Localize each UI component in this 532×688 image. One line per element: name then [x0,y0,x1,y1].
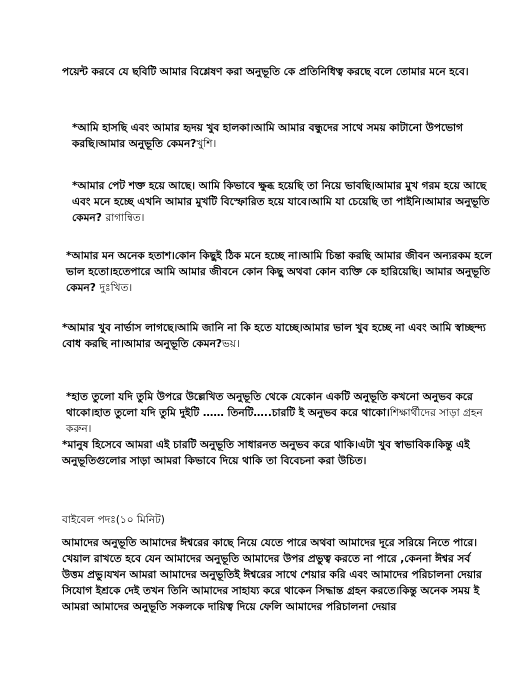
raise-hand-text: *হাত তুলো যদি তুমি উপরে উল্লেখিত অনুভূতি থেকে যেকোন একটি অনুভূতি কখনো অনুভব করে থাকো।হাত তুলো যদি তুমি দুইটি …… তিনটি…..চারটি ই অনুভব করে থাকো। [66,391,473,419]
angry-answer: রাগান্বিত। [105,212,145,224]
happy-text: *আমি হাসছি এবং আমার হৃদয় খুব হালকা।আমি আমার বন্ধুদের সাথে সময় কাটানো উপভোগ করছি।আমার অনুভূতি কেমন? [72,122,463,150]
fear-answer: ভয়। [221,338,240,350]
intro-text: পয়েন্ট করবে যে ছবিটি আমার বিশ্লেষণ করা অনুভূতি কে প্রতিনিধিত্ব করছে বলে তোমার মনে হবে। [62,66,469,78]
fear-text: *আমার খুব নার্ভাস লাগছে।আমি জানি না কি হতে যাচ্ছে।আমার ভাল খুব হচ্ছে না এবং আমি স্বাচ্ছন্দ্য বোধ করছি না।আমার অনুভূতি কেমন? [62,322,486,350]
bible-heading-text: বাইবেল পদঃ(১০ মিনিট) [62,514,165,526]
happy-answer: খুশি। [196,138,217,150]
fear-paragraph [62,320,492,352]
sad-answer: দুঃখিত। [99,282,133,294]
sad-text: *আমার মন অনেক হতাশ।কোন কিছুই ঠিক মনে হচ্ছে না।আমি চিন্তা করছি আমার জীবন অন্যরকম হলে ভাল হতো।হতেপারে আমি আমার জীবনে কোন কিছু অথবা কোন ব্যক্তি কে হারিয়েছি। আমার অনুভূতি কেমন? [66,250,492,294]
happy-paragraph [72,120,492,152]
bible-heading [62,512,492,528]
note-text: *মানুষ হিসেবে আমরা এই চারটি অনুভূতি সাধারনত অনুভব করে থাকি।এটা খুব স্বাভাবিক।কিন্তু এই অনুভূতিগুলোর সাড়া আমরা কিভাবে দিয়ে থাকি তা বিবেচনা করা উচিত। [62,439,470,467]
note-paragraph [62,437,492,469]
intro-paragraph [62,64,492,80]
bible-text: আমাদের অনুভূতি আমাদের ঈশ্বরের কাছে নিয়ে যেতে পারে অথবা আমাদের দূরে সরিয়ে নিতে পারে।খেয়াল রাখতে হবে যেন আমাদের অনুভূতি আমাদের উপর প্রভুত্ব করতে না পারে ,কেননা ঈশ্বর সর্ব উত্তম প্রভু।যখন আমরা আমাদের অনুভূতিই ঈশ্বরের সাথে শেয়ার করি এবং আমাদের পরিচালনা দেয়ার সিযোগ ইশ্রকে দেই তখন তিনি আমাদের সাহায্য করে থাকেন সিদ্ধান্ত গ্রহন করতে।কিন্তু অনেক সময় ই আমরা আমাদের অনুভূতি সকলকে দায়িত্ব দিয়ে ফেলি আমাদের পরিচালনা দেয়ার [62,537,482,613]
raise-hand-answer: শিক্ষার্থীদের সাড়া গ্রহন করুন। [66,407,483,435]
angry-paragraph [72,178,492,226]
raise-hand-paragraph [66,389,492,437]
angry-text: *আমার পেট শক্ত হয়ে আছে। আমি কিভাবে ক্ষুব্ধ হয়েছি তা নিয়ে ভাবছি।আমার মুখ গরম হয়ে আছে এবং মনে হচ্ছে এখনি আমার মুখটি বিস্ফোরিত হয়ে যাবে।আমি যা চেয়েছি তা পাইনি।আমার অনুভূতি কেমন? [72,180,490,224]
bible-paragraph [62,535,492,615]
sad-paragraph [66,248,492,296]
